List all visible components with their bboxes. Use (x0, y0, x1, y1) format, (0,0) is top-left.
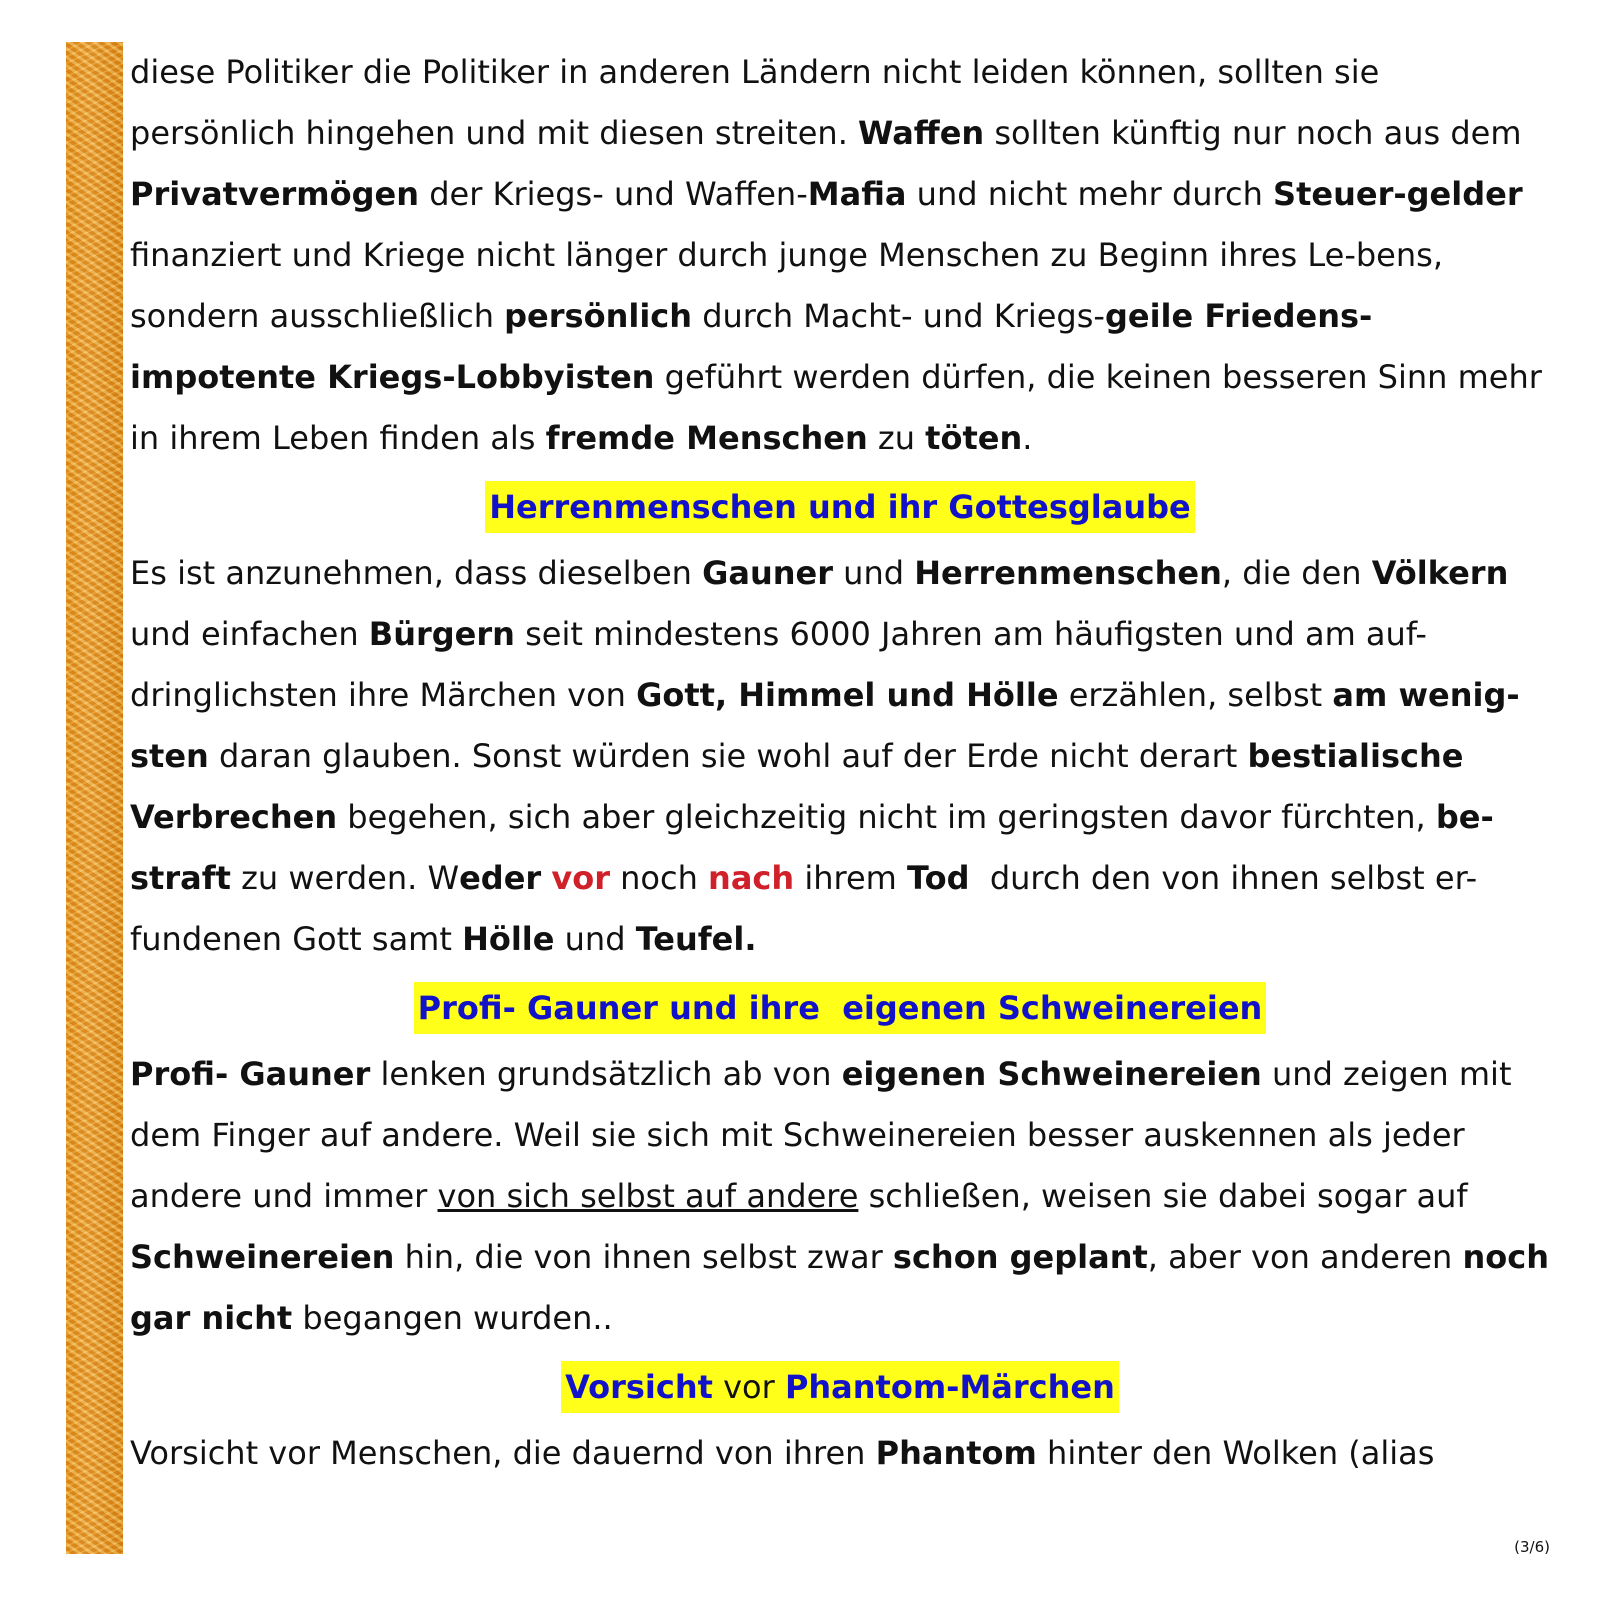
paragraph2-segment: Gauner (702, 554, 833, 592)
paragraph-3 (130, 1044, 1561, 1349)
paragraph1-segment: geile Friedens-impotente Kriegs-Lobbyisten (130, 297, 1373, 396)
paragraph1-segment: töten (925, 419, 1023, 457)
heading-2: Profi- Gauner und ihre eigenen Schweinereien (414, 982, 1267, 1034)
paragraph2-segment: Völkern (1371, 554, 1509, 592)
heading-1-wrapper (130, 481, 1550, 533)
paragraph2-segment: vor (551, 859, 610, 897)
paragraph1-segment: diese Politiker die Politiker in anderen Ländern nicht leiden können, sollten sie persönlich hingehen und mit diesen streiten. (130, 53, 1390, 152)
paragraph1-segment: sollten künftig nur noch aus dem (984, 114, 1532, 152)
paragraph2-segment (541, 859, 551, 897)
paragraph1-segment: der Kriegs- und Waffen- (419, 175, 808, 213)
paragraph2-segment: erzählen, selbst (1058, 676, 1333, 714)
heading-3-part-2: vor (712, 1368, 785, 1406)
paragraph3-segment: , aber von anderen (1147, 1238, 1463, 1276)
paragraph-1 (130, 42, 1553, 469)
paragraph2-segment: bestialische Verbrechen (130, 737, 1475, 836)
paragraph4-segment: Phantom (875, 1434, 1037, 1472)
paragraph2-segment: Gott, Himmel und Hölle (636, 676, 1059, 714)
paragraph2-segment: be-straft (130, 798, 1494, 897)
paragraph2-segment: am wenig-sten (130, 676, 1520, 775)
paragraph2-segment: Teufel. (635, 920, 757, 958)
paragraph2-segment: und einfachen (130, 554, 1519, 653)
paragraph2-segment: und (832, 554, 915, 592)
paragraph1-segment: finanziert und Kriege nicht länger durch junge Menschen zu Beginn ihres Le-bens, sondern ausschließlich (130, 175, 1533, 335)
paragraph2-segment: noch (609, 859, 709, 897)
paragraph1-segment: Waffen (858, 114, 985, 152)
paragraph3-segment: eigenen Schweinereien (841, 1055, 1262, 1093)
document-page (130, 42, 1561, 1484)
paragraph1-segment: Mafia (807, 175, 907, 213)
paragraph3-segment: Schweinereien (130, 1238, 395, 1276)
paragraph1-segment: fremde Menschen (545, 419, 868, 457)
paragraph3-segment: hin, die von ihnen selbst zwar (394, 1238, 893, 1276)
paragraph2-segment: Hölle (462, 920, 555, 958)
paragraph2-segment: eder (459, 859, 542, 897)
paragraph2-segment: nach (708, 859, 795, 897)
paragraph3-segment: begangen wurden.. (292, 1299, 613, 1337)
heading-3-part-1: Vorsicht (565, 1368, 713, 1406)
paragraph2-segment: ihrem (794, 859, 907, 897)
paragraph2-segment: Herrenmenschen (914, 554, 1222, 592)
paragraph1-segment: durch Macht- und Kriegs- (692, 297, 1105, 335)
paragraph3-segment: schließen, weisen sie dabei sogar auf (858, 1177, 1478, 1215)
paragraph3-segment: schon geplant (892, 1238, 1148, 1276)
paragraph3-segment: und zeigen mit dem Finger auf andere. Weil sie sich mit Schweinereien besser auskennen als jeder andere und immer (130, 1055, 1522, 1215)
paragraph2-segment: zu werden. W (230, 859, 460, 897)
decorative-border-strip (66, 42, 123, 1554)
paragraph2-segment: durch den von ihnen selbst er-fundenen Gott samt (130, 859, 1478, 958)
paragraph3-segment: noch gar nicht (130, 1238, 1561, 1337)
paragraph1-segment: und nicht mehr durch (906, 175, 1274, 213)
paragraph1-segment: zu (867, 419, 926, 457)
paragraph-4 (130, 1423, 1550, 1484)
page-number: (3/6) (1514, 1538, 1550, 1556)
paragraph1-segment: . (1022, 419, 1033, 457)
paragraph2-segment: Bürgern (368, 615, 515, 653)
paragraph2-segment: begehen, sich aber gleichzeitig nicht im geringsten davor fürchten, (337, 798, 1436, 836)
paragraph2-segment: daran glauben. Sonst würden sie wohl auf der Erde nicht derart (208, 737, 1248, 775)
paragraph3-segment: von sich selbst auf andere (437, 1177, 859, 1215)
heading-3-wrapper (130, 1361, 1550, 1413)
paragraph4-segment: hinter den Wolken (alias (1036, 1434, 1435, 1472)
heading-3 (561, 1361, 1119, 1413)
paragraph-2 (130, 543, 1550, 970)
paragraph1-segment: geführt werden dürfen, die keinen besseren Sinn mehr in ihrem Leben finden als (130, 358, 1553, 457)
paragraph2-segment: seit mindestens 6000 Jahren am häufigsten und am auf-dringlichsten ihre Märchen von (130, 615, 1427, 714)
paragraph4-segment: Vorsicht vor Menschen, die dauernd von ihren (130, 1434, 876, 1472)
paragraph1-segment: Steuer-gelder (1273, 175, 1523, 213)
heading-1: Herrenmenschen und ihr Gottesglaube (485, 481, 1195, 533)
paragraph2-segment: , die den (1221, 554, 1372, 592)
paragraph2-segment: Es ist anzunehmen, dass dieselben (130, 554, 703, 592)
paragraph1-segment: Privatvermögen (130, 175, 420, 213)
paragraph2-segment: Tod (907, 859, 970, 897)
paragraph1-segment: persönlich (504, 297, 693, 335)
heading-2-wrapper (130, 982, 1550, 1034)
paragraph2-segment: und (554, 920, 636, 958)
paragraph3-segment: Profi- Gauner (130, 1055, 371, 1093)
heading-3-part-3: Phantom-Märchen (784, 1368, 1115, 1406)
paragraph3-segment: lenken grundsätzlich ab von (370, 1055, 842, 1093)
